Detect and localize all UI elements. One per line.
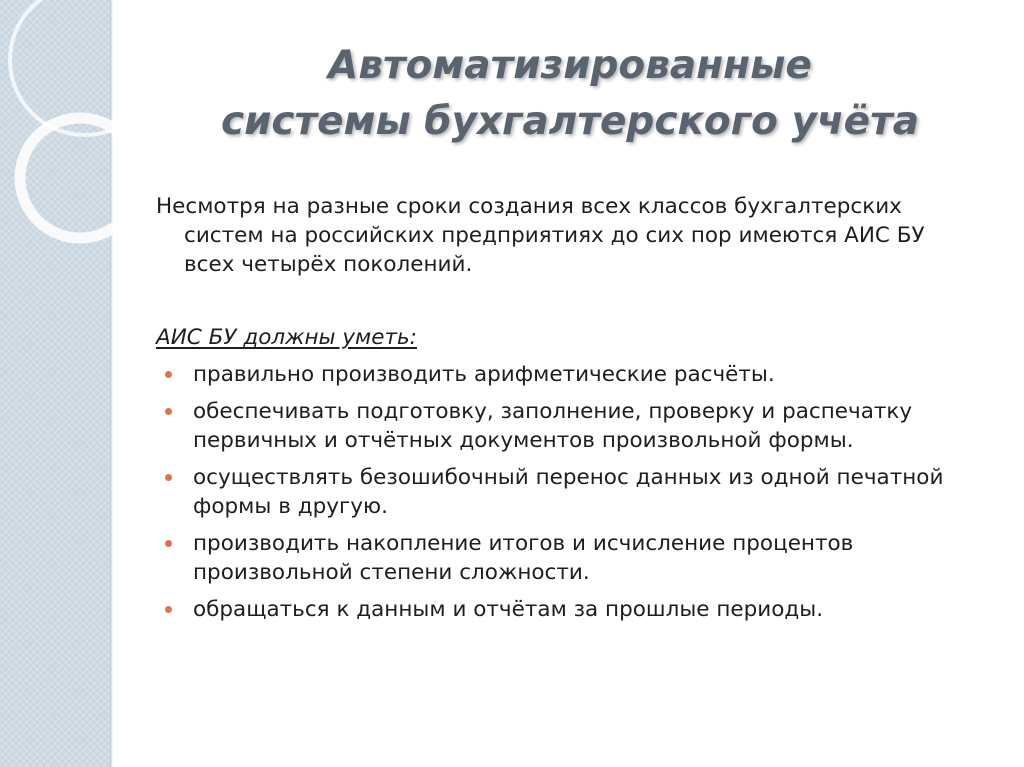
bullet-dot-icon: [165, 371, 172, 378]
slide-title: [130, 38, 1010, 150]
list-heading: АИС БУ должны уметь:: [156, 325, 417, 350]
list-item-text: обеспечивать подготовку, заполнение, проверку и распечатку первичных и отчётных документов произвольной формы.: [193, 399, 913, 453]
bullet-list: [156, 360, 966, 624]
bullet-dot-icon: [165, 540, 172, 547]
title-line-2: системы бухгалтерского учёта: [220, 99, 920, 144]
intro-paragraph: Несмотря на разные сроки создания всех классов бухгалтерских систем на российских предприятиях до сих пор имеются АИС БУ всех четырёх поколений.: [156, 194, 925, 277]
list-item-text: производить накопление итогов и исчисление процентов произвольной степени сложности.: [193, 531, 854, 585]
bullet-dot-icon: [165, 408, 172, 415]
bullet-dot-icon: [165, 606, 172, 613]
list-item: [156, 397, 966, 455]
title-line-1: Автоматизированные: [328, 43, 812, 88]
list-item: [156, 463, 966, 521]
bullet-dot-icon: [165, 474, 172, 481]
list-item-text: осуществлять безошибочный перенос данных из одной печатной формы в другую.: [193, 465, 944, 519]
list-item: [156, 595, 966, 624]
list-item-text: обращаться к данным и отчётам за прошлые периоды.: [193, 597, 824, 622]
slide-content: [156, 192, 966, 632]
decorative-rings: [0, 0, 140, 280]
list-item: [156, 529, 966, 587]
list-item: [156, 360, 966, 389]
list-item-text: правильно производить арифметические расчёты.: [193, 362, 775, 387]
